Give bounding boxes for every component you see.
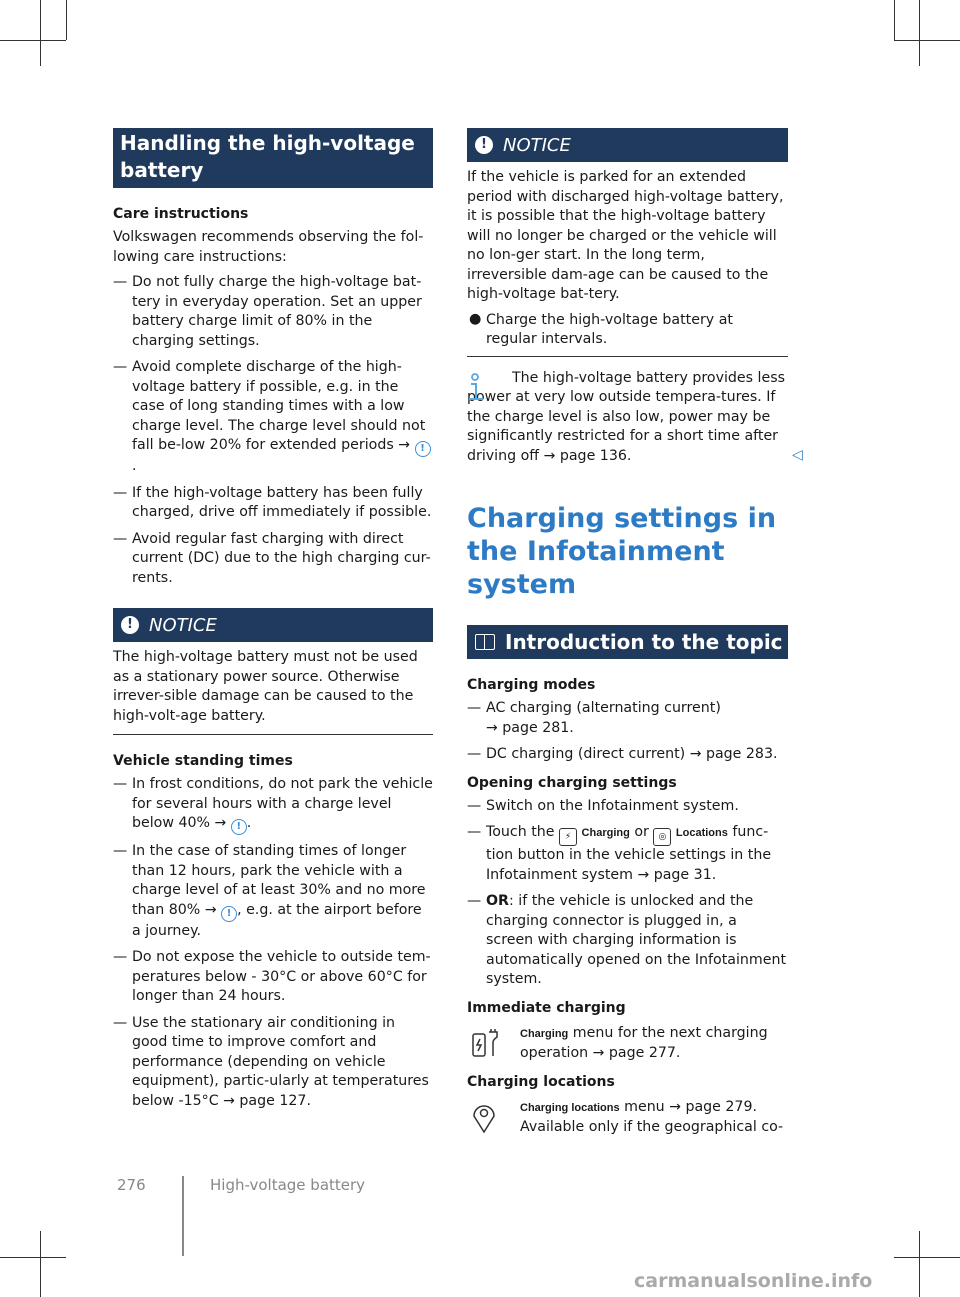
watermark: carmanualsonline.info — [634, 1270, 873, 1292]
continue-marker-icon: ◁ — [792, 447, 803, 463]
notice-bullet: ● Charge the high-voltage battery at regular intervals. — [469, 310, 733, 347]
page-ref[interactable]: page 283. — [705, 746, 778, 762]
crop-mark — [919, 0, 920, 66]
modes-title: Charging modes — [467, 677, 596, 693]
crop-mark — [894, 40, 960, 41]
crop-mark — [894, 1257, 960, 1258]
warning-icon: ! — [231, 819, 247, 835]
crop-mark — [40, 1231, 41, 1297]
list-item: — Touch the ⚡ Charging or ◎ Locations func-tion button in the vehicle settings in the Infotainment system → page 31. — [467, 824, 772, 883]
locations-row: Charging locations menu → page 279. Available only if the geographical co- — [467, 1098, 788, 1138]
footer-divider — [182, 1176, 184, 1256]
notice-box — [113, 648, 433, 735]
book-icon — [475, 634, 495, 650]
notice-banner: ! NOTICE — [113, 608, 433, 642]
immediate-row: Charging menu for the next charging operation → page 277. — [467, 1024, 788, 1064]
location-button-icon: ◎ — [653, 828, 671, 846]
immediate-title: Immediate charging — [467, 999, 626, 1016]
crop-mark — [894, 0, 895, 40]
page-number: 276 — [117, 1176, 146, 1194]
list-item: — Use the stationary air conditioning in good time to improve comfort and performance (depending on vehicle equipment), partic-ularly at temperatures below -15°C → page 127. — [113, 1014, 429, 1109]
locations-title: Charging locations — [467, 1073, 615, 1090]
standing-list — [113, 775, 433, 1111]
section-heading: Handling the high-voltage battery — [113, 128, 433, 188]
page-ref[interactable]: page 136. — [559, 447, 632, 464]
charging-plug-icon — [471, 1028, 499, 1058]
care-list — [113, 273, 433, 588]
exclamation-icon: ! — [475, 136, 493, 154]
list-item: — Do not fully charge the high-voltage bat-tery in everyday operation. Set an upper battery charge limit of 80% in the charging settings. — [113, 274, 422, 349]
list-item: — AC charging (alternating current) → page 281. — [467, 700, 721, 736]
page-ref[interactable]: page 277. — [608, 1045, 681, 1061]
footer-section: High-voltage battery — [210, 1176, 366, 1194]
crop-mark — [919, 1231, 920, 1297]
care-title: Care instructions — [113, 206, 249, 222]
page-ref[interactable]: page 281. — [502, 719, 574, 736]
list-item: — Avoid regular fast charging with direct current (DC) due to the high charging cur-rents. — [113, 530, 431, 586]
right-column — [467, 128, 788, 1144]
warning-icon: ! — [221, 906, 237, 922]
notice-box — [467, 168, 788, 357]
crop-mark — [0, 40, 66, 41]
info-note: The high-voltage battery provides less power at very low outside tempera-tures. If the charge level is also low, power may be significantly restricted for a short time after driving off → page 136. — [467, 369, 786, 464]
care-intro: Volkswagen recommends observing the fol-lowing care instructions: — [113, 229, 424, 265]
opening-list — [467, 797, 788, 990]
info-icon — [467, 373, 487, 403]
list-item: — In frost conditions, do not park the vehicle for several hours with a charge level below 40% → ! . — [113, 775, 433, 835]
notice-text: If the vehicle is parked for an extended period with discharged high-voltage battery, it is possible that the high-voltage battery will no longer be charged or the vehicle will no lon-ger start. In the long term, irreversible dam-age can be caused to the high-voltage bat-tery. — [467, 169, 784, 302]
list-item: — DC charging (direct current) → page 283. — [467, 746, 778, 762]
list-item: — Do not expose the vehicle to outside tem-peratures below - 30°C or above 60°C for longer than 24 hours. — [113, 949, 431, 1004]
standing-title: Vehicle standing times — [113, 753, 293, 769]
intro-banner: Introduction to the topic — [467, 625, 788, 659]
crop-mark — [66, 0, 67, 40]
list-item: — In the case of standing times of longer than 12 hours, park the vehicle with a charge level of at least 30% and no more than 80% → ! , e.g. at the airport before a journey. — [113, 843, 426, 939]
page-ref[interactable]: page 127. — [239, 1092, 311, 1109]
chapter-title: Charging settings in the Infotainment system — [467, 503, 777, 600]
notice-text: The high-voltage battery must not be used as a stationary power source. Otherwise irrever-sible damage can be caused to the high-volt-age battery. — [113, 649, 418, 724]
list-item: — If the high-voltage battery has been fully charged, drive off immediately if possible. — [113, 484, 432, 520]
notice-banner: ! NOTICE — [467, 128, 788, 162]
list-item: — Switch on the Infotainment system. — [467, 797, 739, 814]
crop-mark — [0, 1257, 66, 1258]
modes-list — [467, 699, 788, 765]
warning-icon: ! — [415, 441, 431, 457]
charging-button-icon: ⚡ — [559, 828, 577, 846]
exclamation-icon: ! — [121, 616, 139, 634]
list-item: — OR: if the vehicle is unlocked and the charging connector is plugged in, a screen with charging information is automatically opened on the Infotainment system. — [467, 893, 787, 987]
location-pin-icon — [471, 1102, 497, 1134]
list-item: — Avoid complete discharge of the high-voltage battery if possible, e.g. in the case of long standing times with a low charge level. The charge level should not fall be-low 20% for extended periods → !. — [113, 358, 433, 477]
opening-title: Opening charging settings — [467, 774, 677, 791]
page-ref[interactable]: page 279. — [685, 1098, 757, 1115]
crop-mark — [40, 0, 41, 66]
page-ref[interactable]: page 31. — [653, 866, 717, 883]
left-column — [113, 128, 433, 1118]
